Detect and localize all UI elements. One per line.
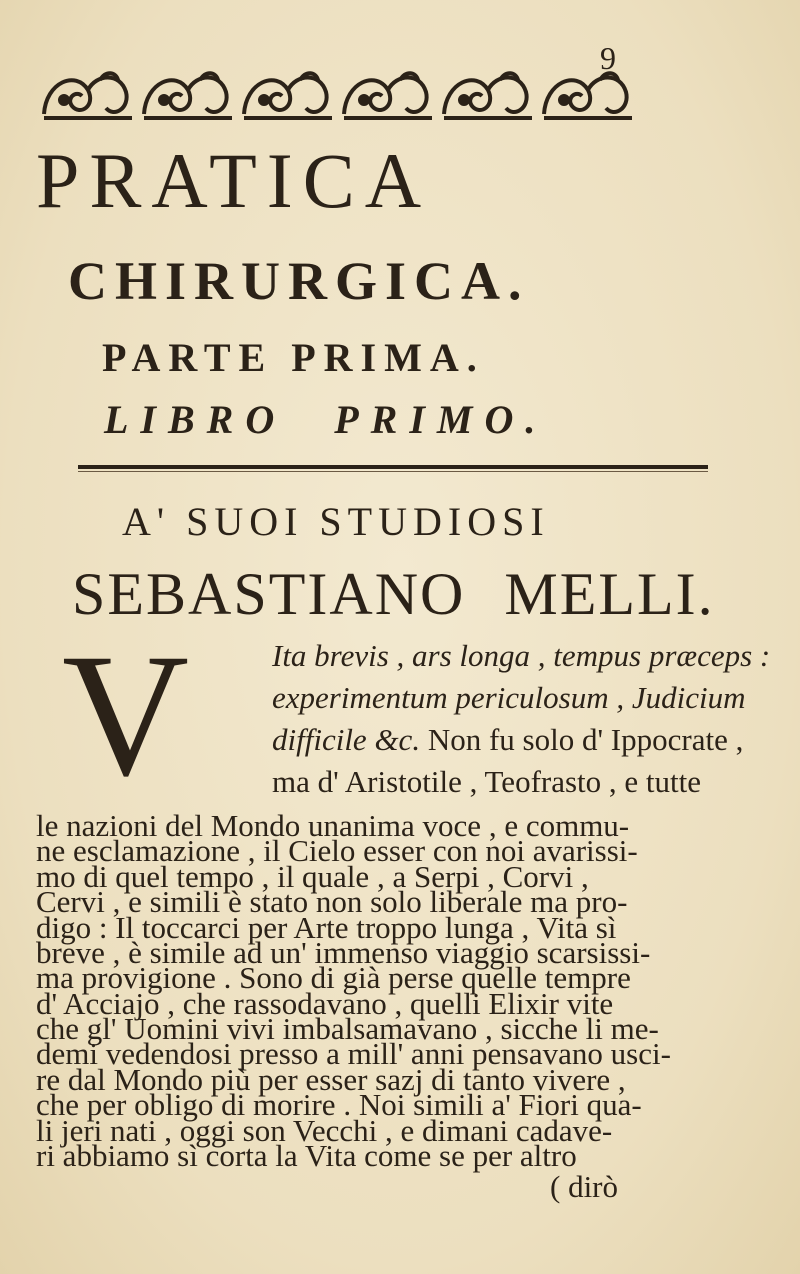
book-heading: LIBRO PRIMO. — [104, 397, 548, 442]
text-line-14: demi vedendosi presso a mill' anni pensavano usci- — [36, 1036, 671, 1071]
text-line-16: che per obligo di morire . Noi simili a' Fiori qua- — [36, 1087, 642, 1122]
text-line-18: ri abbiamo sì corta la Vita come se per altro — [36, 1138, 577, 1173]
text-line-9: digo : Il toccarci per Arte troppo lunga , Vita sì — [36, 910, 617, 945]
text-line-7: mo di quel tempo , il quale , a Serpi , Corvi , — [36, 859, 589, 894]
text-line-12: d' Acciajo , che rassodavano , quelli Elixir vite — [36, 986, 614, 1021]
text-line-5: le nazioni del Mondo unanima voce , e commu- — [36, 808, 630, 843]
fleuron-icon — [36, 62, 676, 128]
text-line-10: breve , è simile ad un' immenso viaggio scarsissi- — [36, 935, 651, 970]
text-line-2: experimentum periculosum , Judicium — [272, 680, 746, 715]
page-number: 9 — [600, 40, 616, 76]
text-line-3-italic: difficile &c. — [272, 722, 421, 757]
text-line-1: Ita brevis , ars longa , tempus præceps : — [272, 638, 771, 673]
text-line-6: ne esclamazione , il Cielo esser con noi avarissi- — [36, 833, 638, 868]
text-line-17: li jeri nati , oggi son Vecchi , e dimani cadave- — [36, 1113, 613, 1148]
author-name: SEBASTIANO MELLI. — [72, 561, 715, 627]
heavy-rule — [78, 465, 708, 469]
text-line-8: Cervi , e simili è stato non solo liberale ma pro- — [36, 884, 628, 919]
dedication-heading: A' SUOI STUDIOSI — [122, 499, 550, 544]
drop-cap: V — [62, 618, 190, 813]
part-heading: PARTE PRIMA. — [102, 335, 485, 380]
text-line-11: ma provigione . Sono di già perse quelle tempre — [36, 960, 631, 995]
thin-rule — [78, 471, 708, 472]
text-line-3 — [272, 724, 743, 755]
text-line-15: re dal Mondo più per esser sazj di tanto vivere , — [36, 1062, 626, 1097]
text-line-4: ma d' Aristotile , Teofrasto , e tutte — [272, 764, 702, 799]
subtitle: CHIRURGICA. — [68, 251, 530, 311]
text-line-13: che gl' Uomini vivi imbalsamavano , sicche li me- — [36, 1011, 659, 1046]
fleuron-ornament-band — [36, 62, 676, 128]
catchword: ( dirò — [550, 1169, 619, 1204]
main-title: PRATICA — [36, 137, 432, 224]
text-line-3-roman: Non fu solo d' Ippocrate , — [420, 722, 744, 757]
